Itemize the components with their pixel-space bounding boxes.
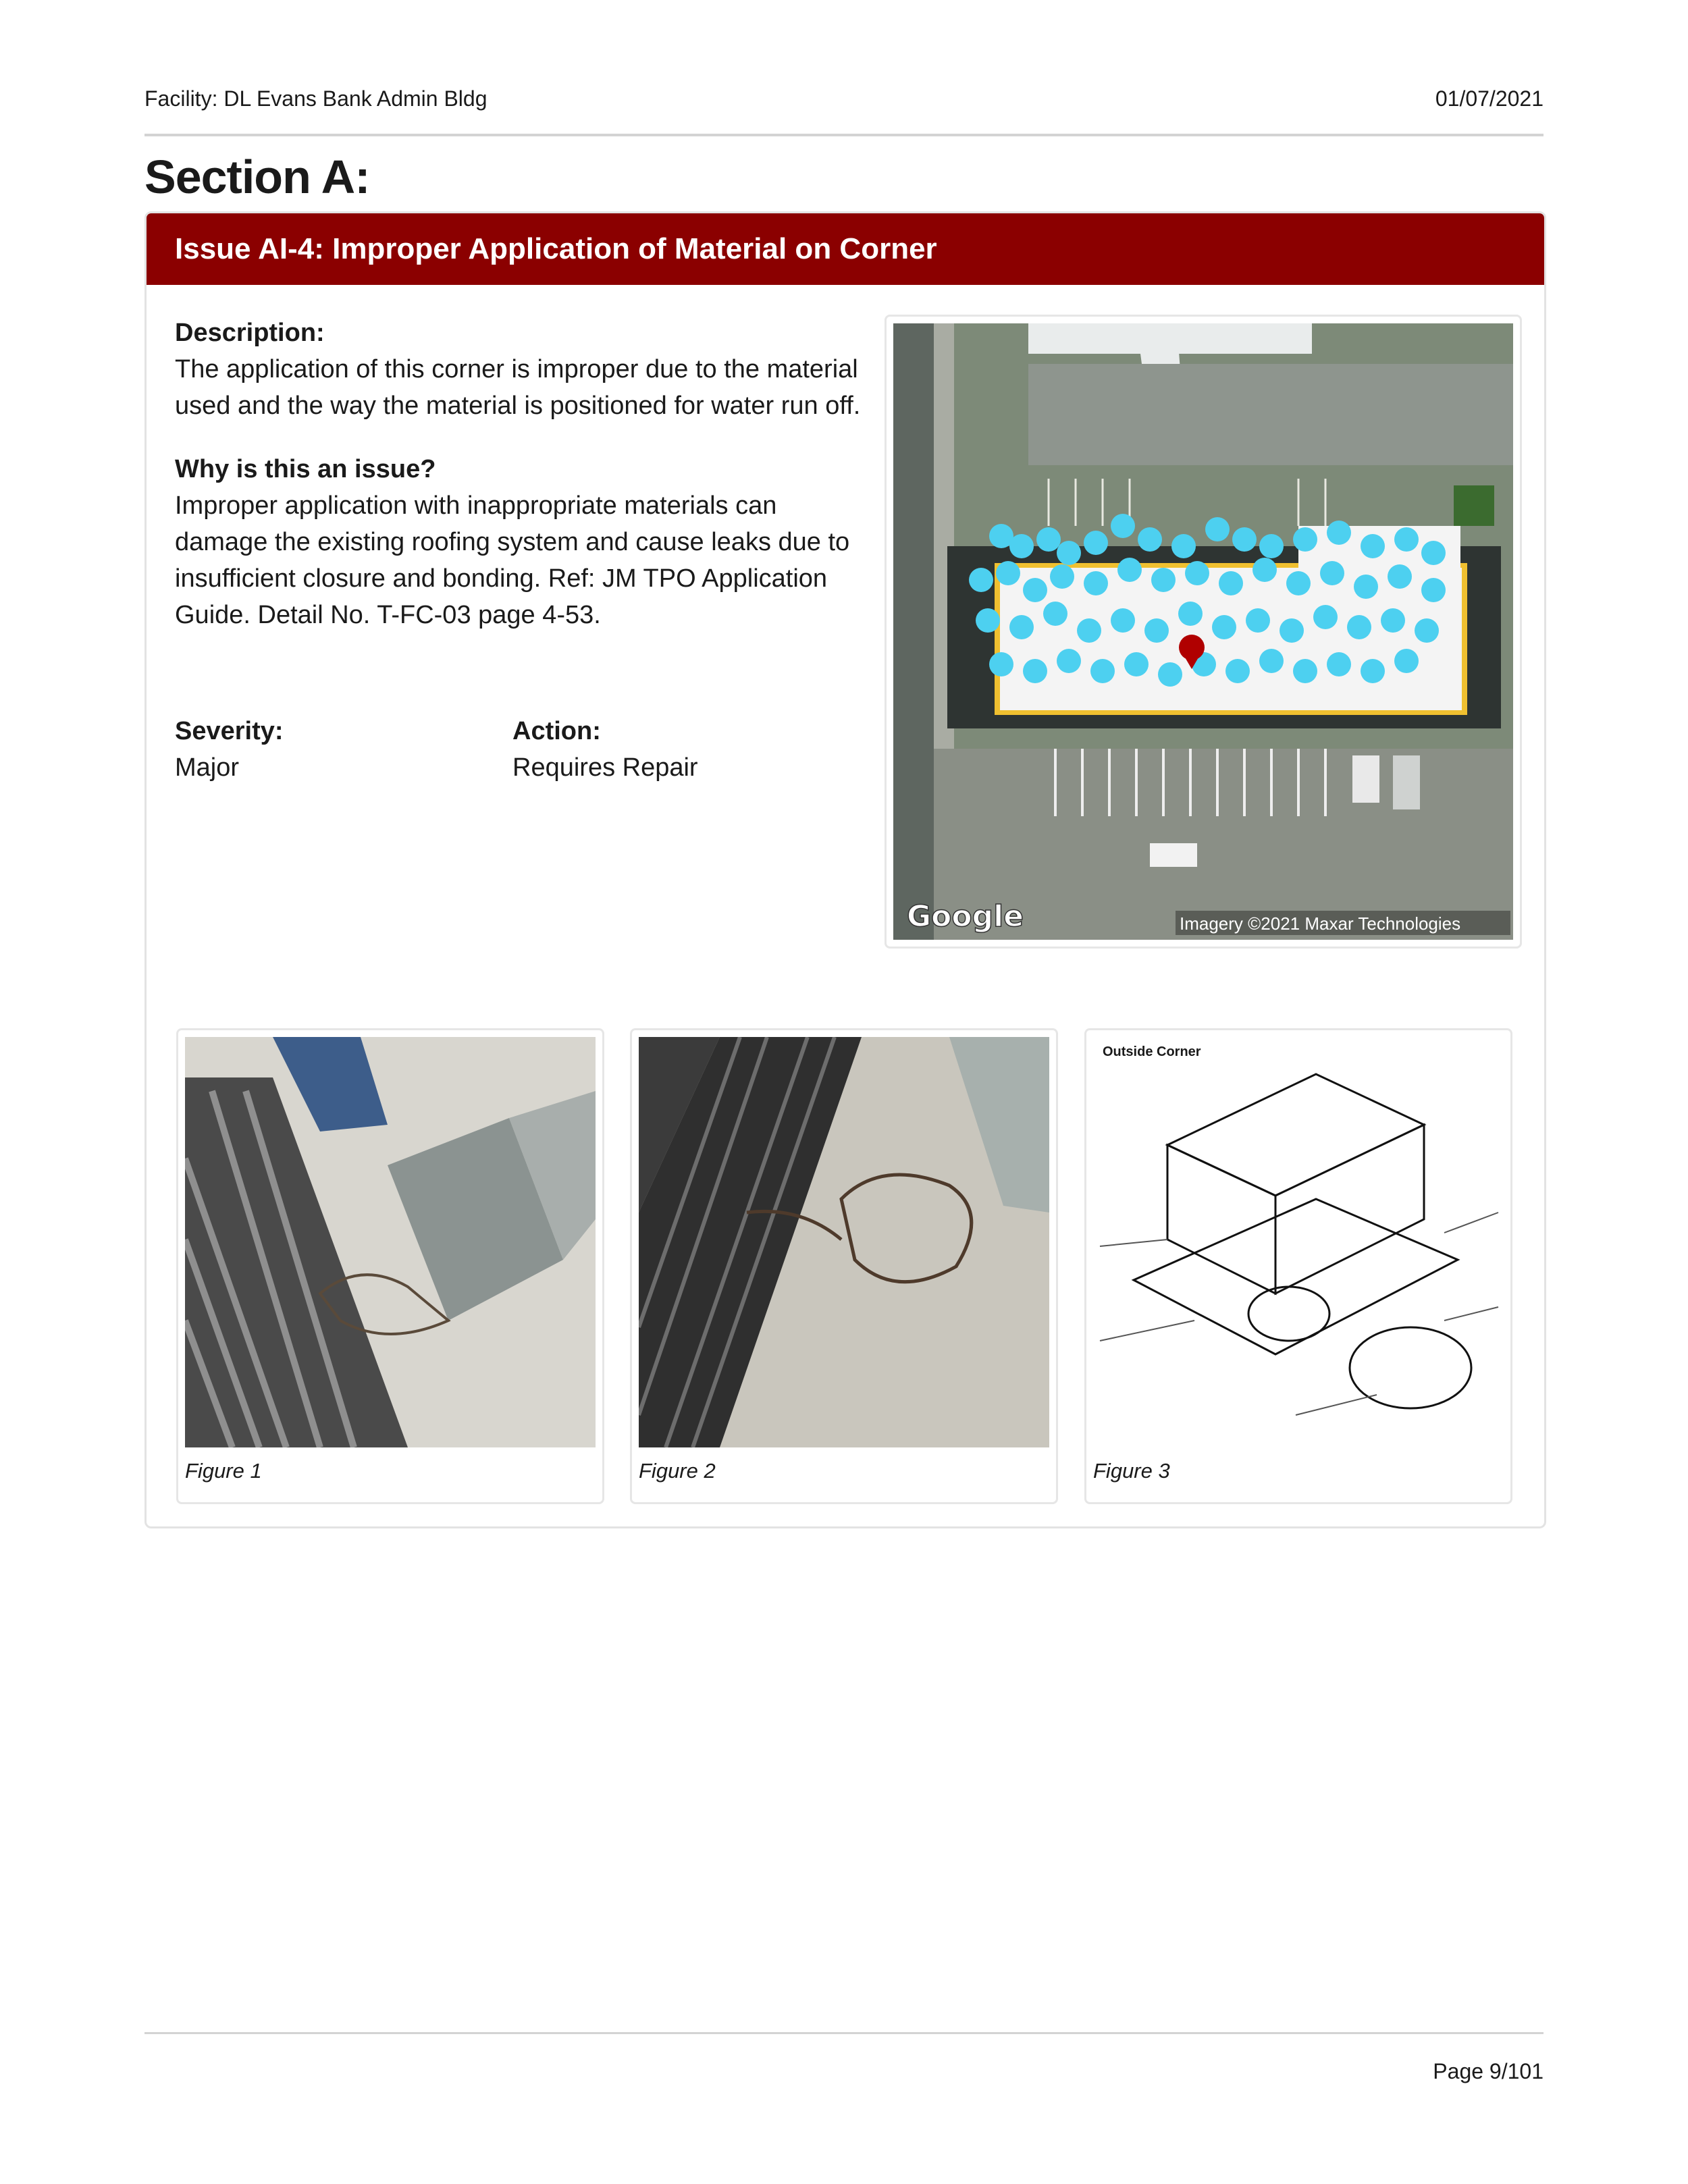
diagram-title: Outside Corner — [1103, 1044, 1201, 1059]
why-text: Improper application with inappropriate materials can damage the existing roofing system and cause leaks due to insufficient closure and bonding. Ref: JM TPO Application Guide. Detail No. T-FC-03 page 4-53. — [175, 491, 850, 629]
figure-1[interactable] — [176, 1028, 604, 1504]
figure-2[interactable] — [630, 1028, 1058, 1504]
issue-card — [144, 211, 1546, 1528]
footer-divider — [144, 2032, 1544, 2034]
figure-1-caption: Figure 1 — [185, 1459, 262, 1483]
satellite-map[interactable] — [885, 315, 1522, 949]
section-title: Section A: — [144, 151, 370, 203]
map-attribution: Imagery ©2021 Maxar Technologies — [1180, 913, 1461, 934]
google-logo: Google — [907, 899, 1024, 934]
figure-1-photo — [185, 1037, 596, 1447]
report-date: 01/07/2021 — [1435, 86, 1544, 111]
figure-3-diagram — [1093, 1037, 1504, 1447]
severity-block — [175, 713, 284, 786]
action-value: Requires Repair — [512, 753, 698, 782]
description-text: The application of this corner is improper due to the material used and the way the material is positioned for water run off. — [175, 355, 861, 420]
action-label: Action: — [512, 717, 601, 745]
header-divider — [144, 134, 1544, 136]
satellite-map-image — [893, 323, 1513, 940]
severity-value: Major — [175, 753, 240, 782]
figure-2-photo — [639, 1037, 1049, 1447]
figure-3-caption: Figure 3 — [1093, 1459, 1170, 1483]
issue-text — [175, 315, 870, 633]
facility-name: Facility: DL Evans Bank Admin Bldg — [144, 86, 487, 111]
severity-label: Severity: — [175, 717, 284, 745]
page-number: Page 9/101 — [1433, 2059, 1544, 2083]
why-label: Why is this an issue? — [175, 455, 436, 483]
issue-title: Issue AI-4: Improper Application of Material on Corner — [147, 213, 1544, 285]
page-header — [144, 86, 1544, 113]
action-block — [512, 713, 698, 786]
description-label: Description: — [175, 319, 325, 347]
figure-3[interactable] — [1084, 1028, 1512, 1504]
figure-2-caption: Figure 2 — [639, 1459, 716, 1483]
